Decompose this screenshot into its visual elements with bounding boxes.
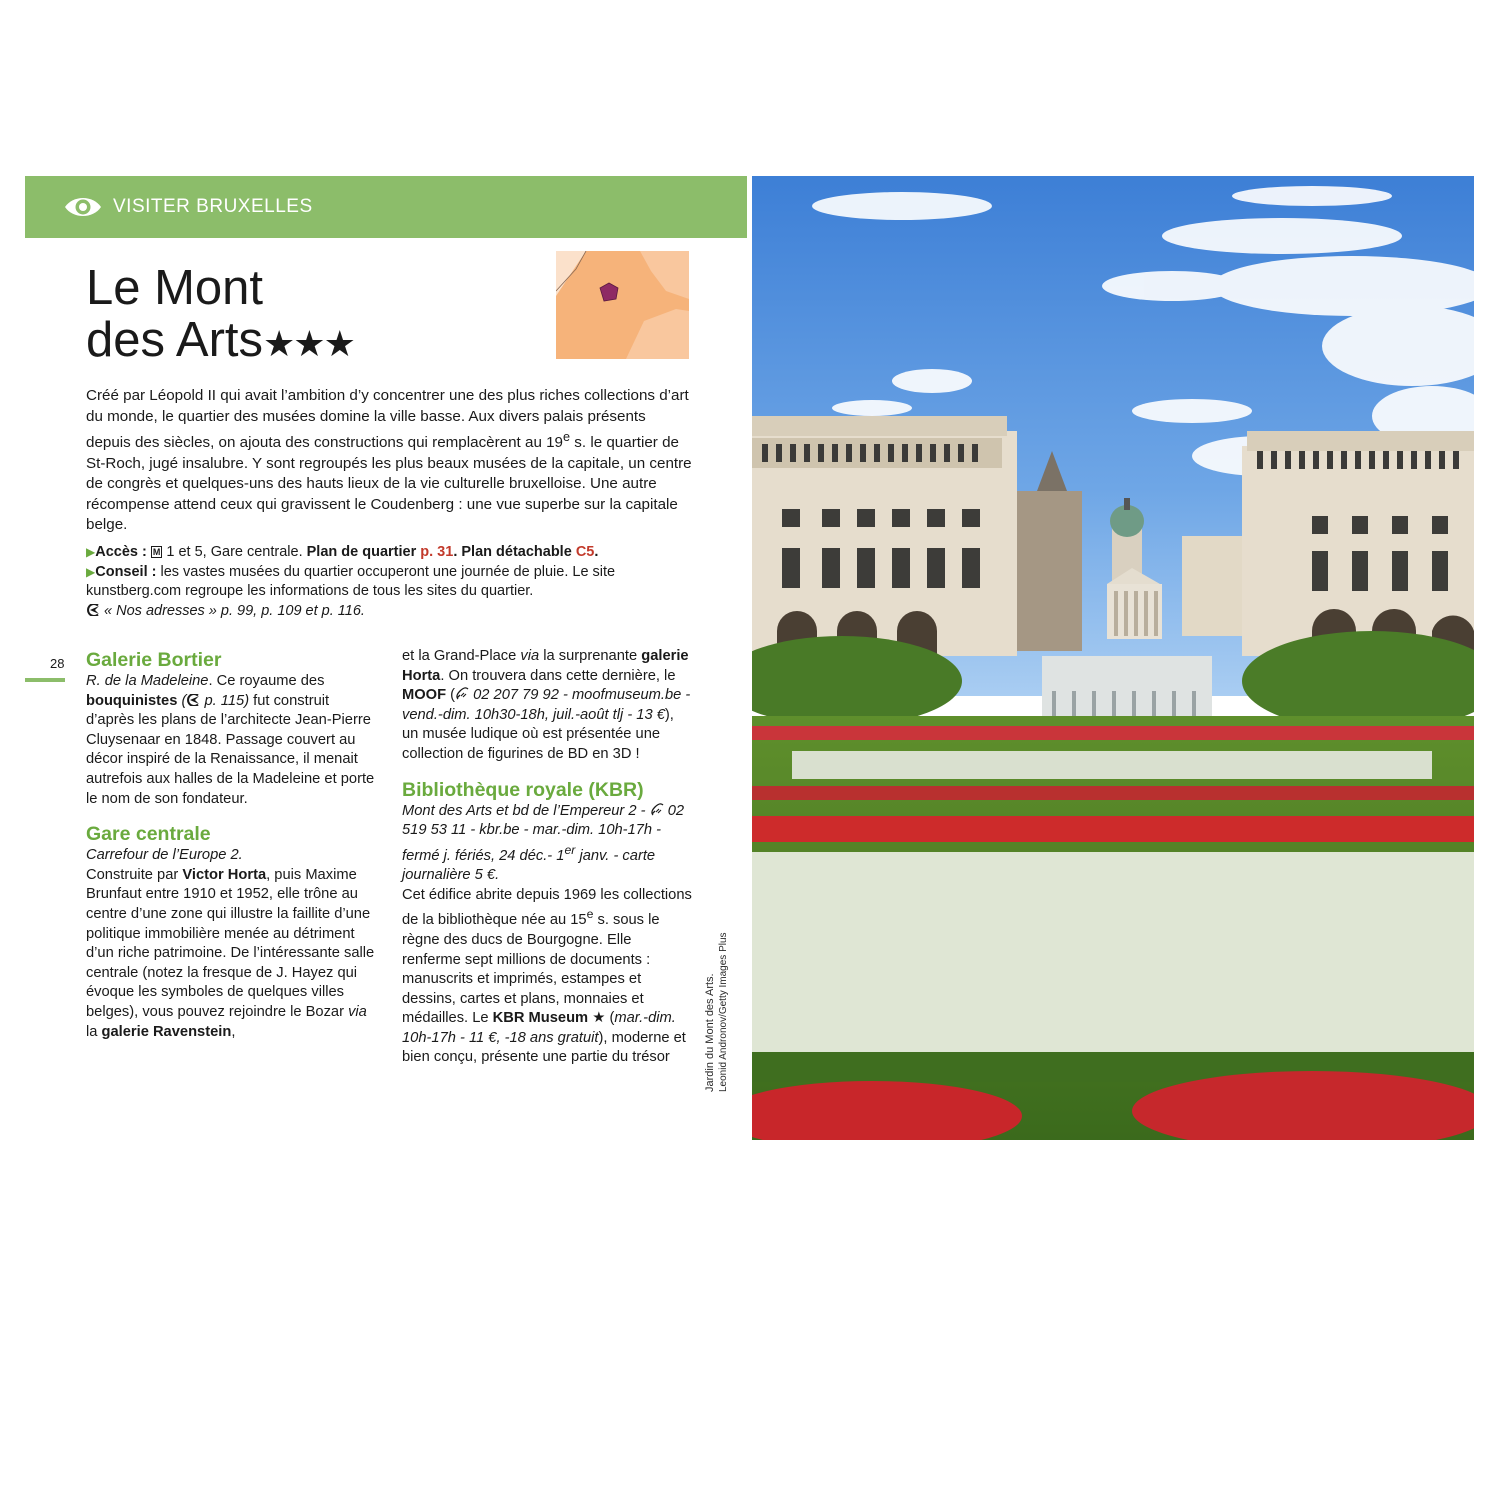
column-middle <box>402 647 692 1068</box>
access-line: ▶Accès : M 1 et 5, Gare centrale. Plan de quartier p. 31. Plan détachable C5. <box>86 544 599 560</box>
addresses-line: « Nos adresses » p. 99, p. 109 et p. 116. <box>86 602 696 622</box>
intro-paragraph: Créé par Léopold II qui avait l’ambition d’y concentrer une des plus riches collections d’art du monde, le quartier des musées domine la ville basse. Aux divers palais présents depuis des siècles, on ajouta des constructions qui remplacèrent au 19e s. le quartier de St-Roch, jugé insalubre. Y sont regroupés les plus beaux musées de la capitale, un centre de congrès et quelques-uns des hauts lieux de la vie culturelle bruxelloise. Une autre récompense attend ceux qui gravissent le Coudenberg : une vue superbe sur la capitale belge. <box>86 387 692 534</box>
phone-icon <box>455 687 469 700</box>
plan-quartier-ref: p. 31 <box>420 544 454 560</box>
heading-bibliotheque-royale: Bibliothèque royale (KBR) <box>402 778 644 801</box>
heading-galerie-bortier: Galerie Bortier <box>86 649 222 671</box>
advice-line: ▶Conseil : les vastes musées du quartier occuperont une journée de pluie. Le site kunstberg.com regroupe les informations de tous les sites du quartier. <box>86 563 616 599</box>
practical-info <box>86 543 696 621</box>
photo-caption <box>704 932 730 1092</box>
page-title <box>86 262 354 370</box>
eye-icon <box>63 194 103 220</box>
caption-text: Jardin du Mont des Arts. <box>704 973 716 1092</box>
gare-centrale-text: Construite par Victor Horta, puis Maxime Brunfaut entre 1910 et 1952, elle trône au centre d’une zone qui illustre la faillite d’une politique immobilière menée au détriment d’un riche patrimoine. De l’intéressante salle centrale (notez la fresque de J. Hayez qui évoque les symboles de quelques villes belges), vous pouvez rejoindre le Bozar via la galerie Ravenstein, <box>86 866 375 1040</box>
page-number-rule <box>25 678 65 682</box>
title-line-2: des Arts <box>86 313 264 367</box>
kbr-info: Mont des Arts et bd de l’Empereur 2 - 02 519 53 11 - kbr.be - mar.-dim. 10h-17h - fermé j. fériés, 24 déc.- 1er janv. - carte journalière 5 €. <box>402 802 685 884</box>
plan-detachable-ref: C5 <box>575 544 595 560</box>
page-number: 28 <box>50 656 65 671</box>
section-banner <box>25 176 747 238</box>
phone-icon <box>650 803 664 816</box>
metro-icon: M <box>152 547 161 557</box>
addresses-icon <box>186 694 200 706</box>
photo-credit: Leonid Andronov/Getty Images Plus <box>718 932 729 1092</box>
gare-centrale-address: Carrefour de l’Europe 2. <box>86 847 243 864</box>
photo-mont-des-arts <box>752 176 1474 1140</box>
triangle-bullet-icon: ▶ <box>86 564 96 579</box>
rating-stars: ★★★ <box>263 323 354 364</box>
heading-gare-centrale: Gare centrale <box>86 823 211 846</box>
title-line-1: Le Mont <box>86 261 264 315</box>
column-left <box>86 648 376 1042</box>
galerie-horta-text: et la Grand-Place via la surprenante galerie Horta. On trouvera dans cette dernière, le MOOF ( 02 207 79 92 - moofmuseum.be - vend.-dim. 10h30-18h, juil.-août tlj - 13 €), un musée ludique où est présentée une collection de figurines de BD en 3D ! <box>402 648 691 762</box>
kbr-text: Cet édifice abrite depuis 1969 les collections de la bibliothèque née au 15e s. sous le règne des ducs de Bourgogne. Elle renferme sept millions de documents : manuscrits et imprimés, estampes et dessins, cartes et plans, monnaies et médailles. Le KBR Museum ★ (mar.-dim. 10h-17h - 11 €, -18 ans gratuit), moderne et bien conçu, présente une partie du trésor <box>402 886 692 1066</box>
locator-map <box>556 251 689 359</box>
triangle-bullet-icon: ▶ <box>86 545 96 559</box>
addresses-icon <box>86 604 100 616</box>
star-icon: ★ <box>588 1010 606 1027</box>
galerie-bortier-text: R. de la Madeleine. Ce royaume des bouquinistes ( p. 115) fut construit d’après les plans de l’architecte Jean-Pierre Cluysenaar en 1848. Passage couvert au décor inspiré de la Renaissance, il menait autrefois aux halles de la Madeleine et porte le nom de son fondateur. <box>86 673 375 807</box>
section-title: VISITER BRUXELLES <box>113 196 313 217</box>
